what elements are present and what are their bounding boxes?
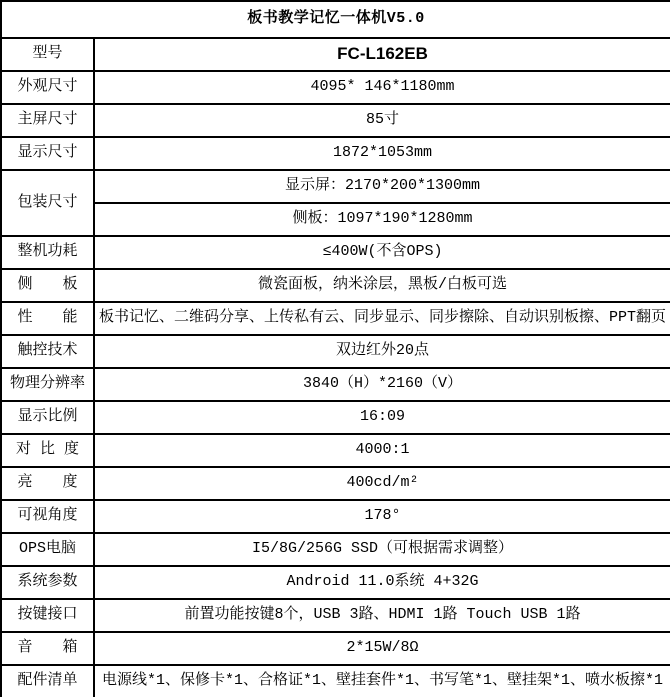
table-row (1, 533, 670, 566)
label-appearance-size: 外观尺寸 (1, 71, 94, 104)
table-row (1, 104, 670, 137)
label-speaker: 音 箱 (1, 632, 94, 665)
value-display-size: 1872*1053mm (94, 137, 670, 170)
label-side-panel: 侧 板 (1, 269, 94, 302)
table-row (1, 71, 670, 104)
value-accessories: 电源线*1、保修卡*1、合格证*1、壁挂套件*1、书写笔*1、壁挂架*1、喷水板擦*1 (94, 665, 670, 697)
table-row (1, 236, 670, 269)
value-package-size-panel: 侧板：1097*190*1280mm (94, 203, 670, 236)
label-display-size: 显示尺寸 (1, 137, 94, 170)
table-row (1, 566, 670, 599)
value-buttons-ports: 前置功能按键8个，USB 3路、HDMI 1路 Touch USB 1路 (94, 599, 670, 632)
value-brightness: 400cd/m² (94, 467, 670, 500)
value-ops-computer: I5/8G/256G SSD（可根据需求调整） (94, 533, 670, 566)
title-row (1, 1, 670, 38)
value-package-size-screen: 显示屏：2170*200*1300mm (94, 170, 670, 203)
table-row (1, 500, 670, 533)
label-ops-computer: OPS电脑 (1, 533, 94, 566)
label-main-screen-size: 主屏尺寸 (1, 104, 94, 137)
value-power-consumption: ≤400W(不含OPS) (94, 236, 670, 269)
value-side-panel: 微瓷面板，纳米涂层，黑板/白板可选 (94, 269, 670, 302)
value-performance: 板书记忆、二维码分享、上传私有云、同步显示、同步擦除、自动识别板擦、PPT翻页 (94, 302, 670, 335)
label-viewing-angle: 可视角度 (1, 500, 94, 533)
table-row (1, 665, 670, 697)
table-row (1, 368, 670, 401)
label-performance: 性 能 (1, 302, 94, 335)
table-row (1, 599, 670, 632)
value-model: FC-L162EB (94, 38, 670, 71)
table-row (1, 632, 670, 665)
label-contrast: 对 比 度 (1, 434, 94, 467)
value-appearance-size: 4095* 146*1180mm (94, 71, 670, 104)
table-row (1, 302, 670, 335)
page-title: 板书教学记忆一体机V5.0 (1, 1, 670, 38)
value-physical-resolution: 3840（H）*2160（V） (94, 368, 670, 401)
label-touch-technology: 触控技术 (1, 335, 94, 368)
value-viewing-angle: 178° (94, 500, 670, 533)
label-system-parameters: 系统参数 (1, 566, 94, 599)
table-row (1, 335, 670, 368)
value-system-parameters: Android 11.0系统 4+32G (94, 566, 670, 599)
label-aspect-ratio: 显示比例 (1, 401, 94, 434)
table-row (1, 467, 670, 500)
table-row (1, 203, 670, 236)
table-row (1, 38, 670, 71)
value-speaker: 2*15W/8Ω (94, 632, 670, 665)
value-touch-technology: 双边红外20点 (94, 335, 670, 368)
table-row (1, 434, 670, 467)
value-main-screen-size: 85寸 (94, 104, 670, 137)
table-row (1, 269, 670, 302)
label-physical-resolution: 物理分辨率 (1, 368, 94, 401)
table-row (1, 137, 670, 170)
label-package-size: 包装尺寸 (1, 170, 94, 236)
label-buttons-ports: 按键接口 (1, 599, 94, 632)
label-brightness: 亮 度 (1, 467, 94, 500)
value-contrast: 4000:1 (94, 434, 670, 467)
label-model: 型号 (1, 38, 94, 71)
label-power-consumption: 整机功耗 (1, 236, 94, 269)
table-row (1, 401, 670, 434)
label-accessories: 配件清单 (1, 665, 94, 697)
table-row (1, 170, 670, 203)
value-aspect-ratio: 16:09 (94, 401, 670, 434)
